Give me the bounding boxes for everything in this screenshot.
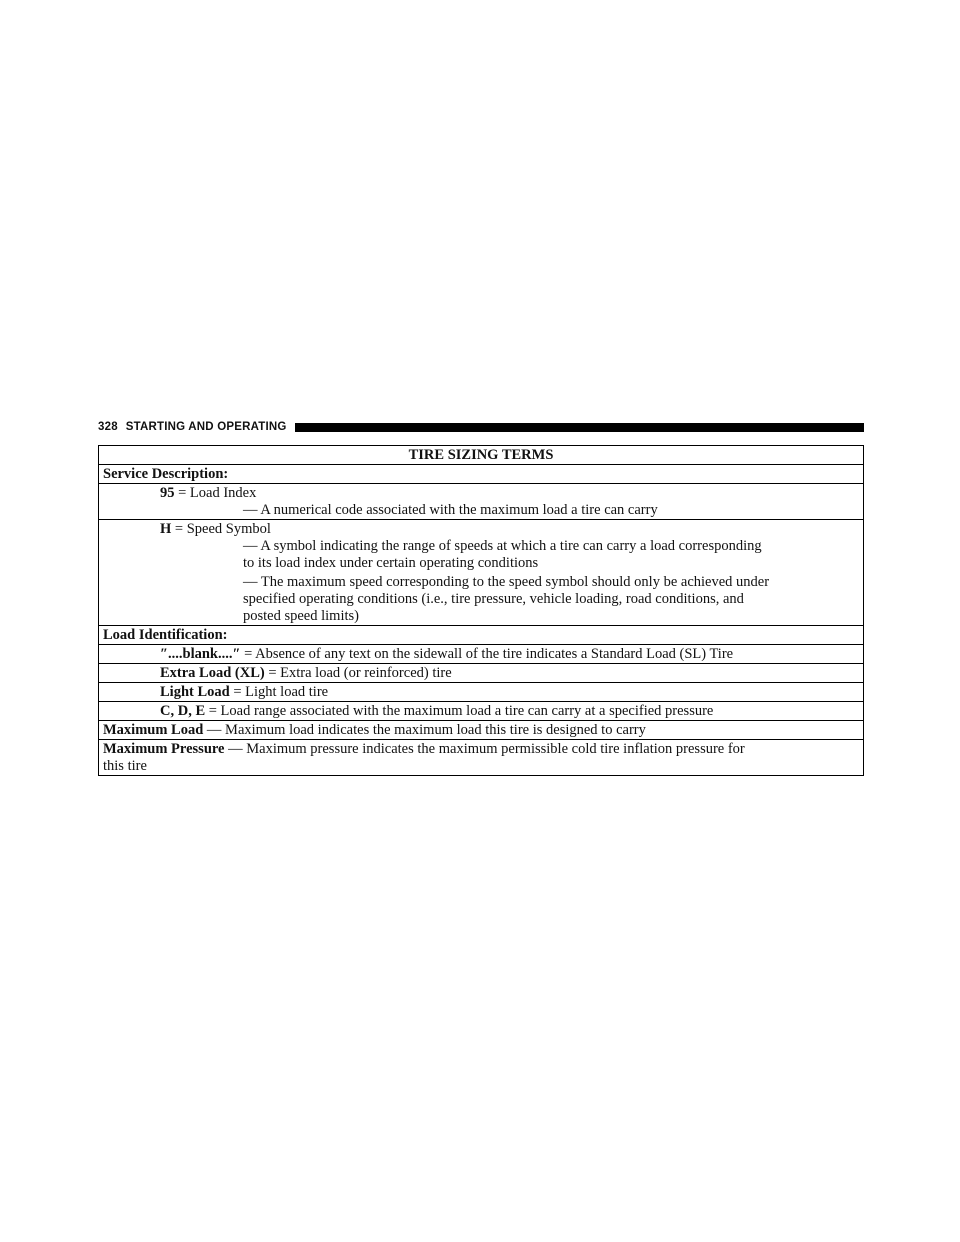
text-line: to its load index under certain operating conditions [243,555,539,571]
load-index-term [103,485,859,502]
load-index-equals: = Load Index [178,485,257,501]
term-description: = Light load tire [229,684,329,700]
text-line: specified operating conditions (i.e., tire pressure, vehicle loading, road conditions, and [243,591,744,607]
term-description: = Absence of any text on the sidewall of the tire indicates a Standard Load (SL) Tire [240,646,734,662]
speed-symbol-cell [99,520,864,626]
speed-symbol-description-1 [103,538,859,572]
load-range-term [103,703,859,720]
table-row [99,702,864,721]
text-line: — The maximum speed corresponding to the speed symbol should only be achieved under [243,574,770,590]
text-line: posted speed limits) [243,608,359,624]
table-row [99,465,864,484]
blank-load-cell [99,645,864,664]
speed-symbol-equals: = Speed Symbol [174,521,271,537]
maximum-load-cell [99,721,864,740]
speed-symbol-code: H [160,521,172,537]
table-row [99,446,864,465]
table-row [99,626,864,645]
tire-sizing-terms-table [98,445,864,776]
term-description: — Maximum pressure indicates the maximum permissible cold tire inflation pressure for [224,741,745,757]
extra-load-cell [99,664,864,683]
table-row [99,520,864,626]
term-description: — Maximum load indicates the maximum load this tire is designed to carry [203,722,646,738]
table-row [99,645,864,664]
text-line: — A symbol indicating the range of speeds at which a tire can carry a load corresponding [243,538,762,554]
speed-symbol-description-2 [103,574,859,625]
maximum-pressure-cell [99,740,864,776]
blank-load-term [103,646,859,663]
table-row [99,740,864,776]
term-label: Maximum Pressure [103,741,225,757]
text-line: this tire [103,758,147,774]
term-label: ″....blank....″ [160,646,241,662]
table-row [99,683,864,702]
term-description: = Load range associated with the maximum load a tire can carry at a specified pressure [205,703,714,719]
page-header [98,420,864,434]
light-load-cell [99,683,864,702]
table-title: TIRE SIZING TERMS [99,446,864,465]
load-index-description: — A numerical code associated with the maximum load a tire can carry [243,502,658,518]
header-rule [295,423,864,432]
page-number: 328 [98,421,118,433]
table-row [99,664,864,683]
term-label: C, D, E [160,703,206,719]
section-title: STARTING AND OPERATING [125,421,287,433]
term-label: Maximum Load [103,722,204,738]
load-index-cell [99,484,864,520]
load-range-cell [99,702,864,721]
term-label: Light Load [160,684,230,700]
light-load-term [103,684,859,701]
table-row [99,721,864,740]
speed-symbol-term [103,521,859,538]
term-description: = Extra load (or reinforced) tire [264,665,452,681]
service-description-label: Service Description: [99,465,864,484]
table-row [99,484,864,520]
text-line [103,741,859,758]
load-identification-label: Load Identification: [99,626,864,645]
term-label: Extra Load (XL) [160,665,265,681]
extra-load-term [103,665,859,682]
load-index-code: 95 [160,485,175,501]
